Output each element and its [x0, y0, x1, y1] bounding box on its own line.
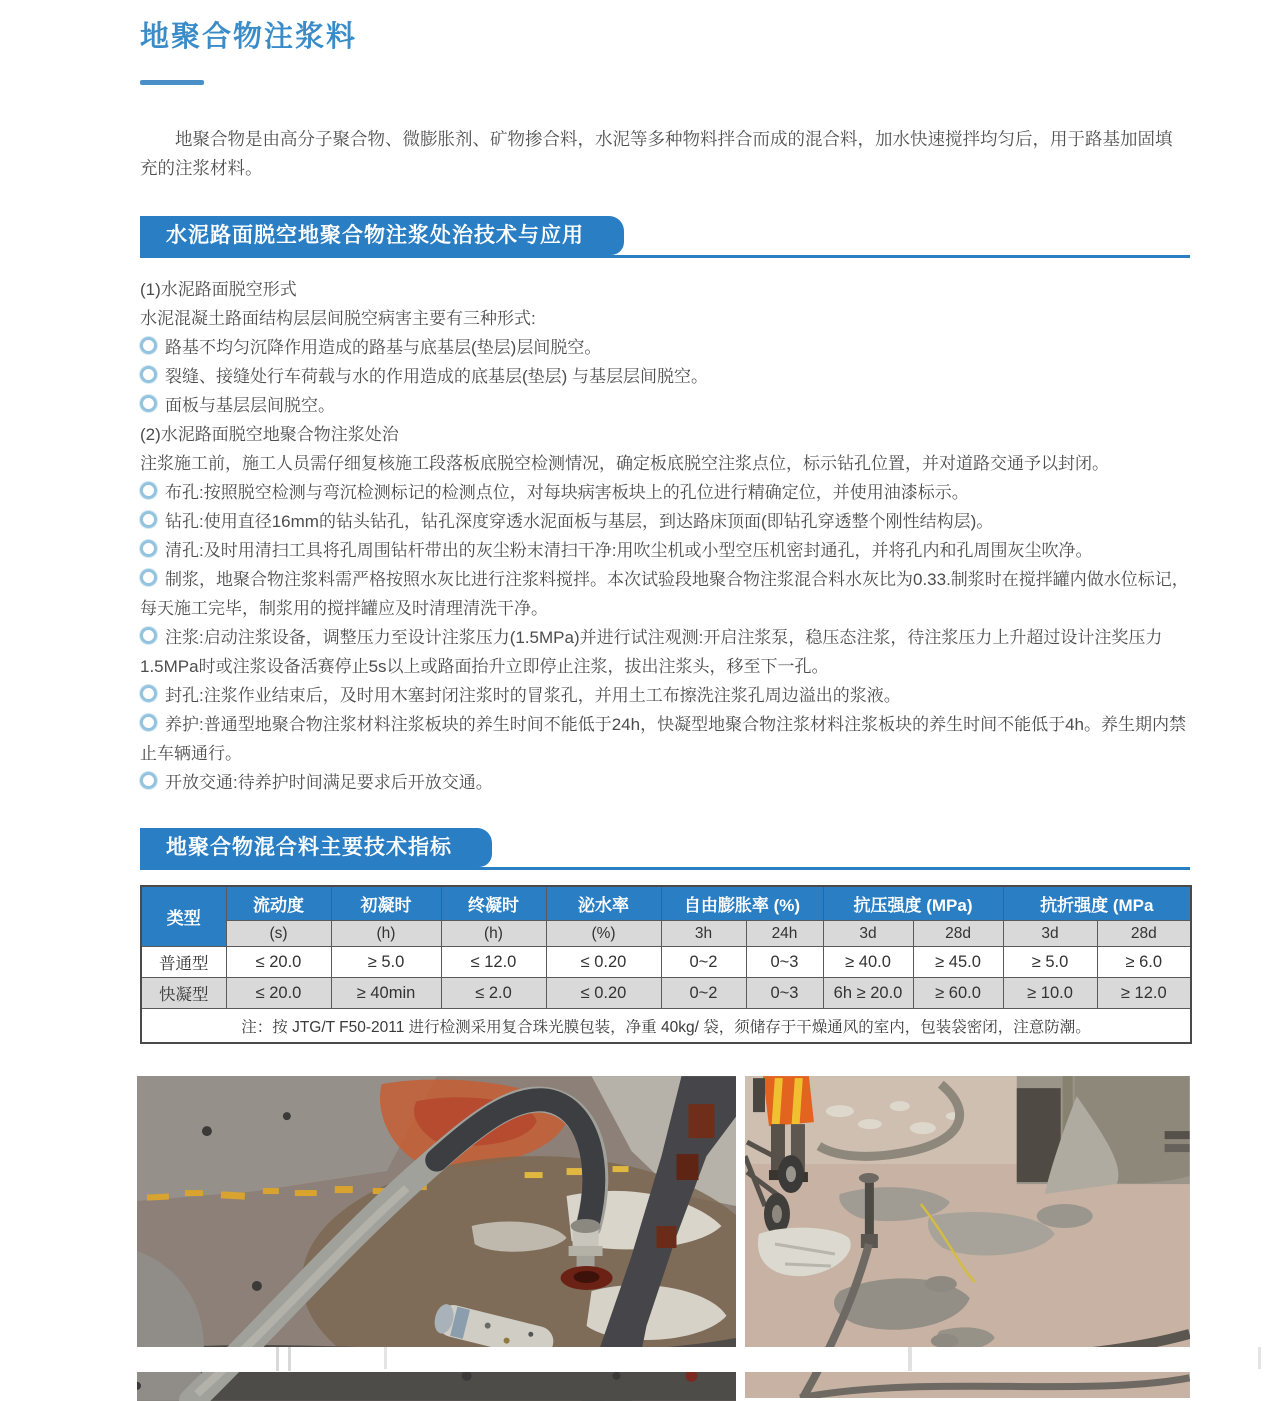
ring-bullet-icon — [140, 569, 157, 586]
worker-arm — [753, 1078, 765, 1112]
ring-bullet-icon — [140, 366, 157, 383]
col-sub: 3d — [1003, 921, 1097, 947]
col-unit: (h) — [441, 921, 546, 947]
spec-table — [140, 885, 1192, 1044]
cell: ≤ 20.0 — [226, 978, 331, 1009]
bullet-item: 注浆:启动注浆设备，调整压力至设计注浆压力(1.5MPa)并进行试注观测:开启注浆泵，稳压态注浆，待注浆压力上升超过设计注奖压力1.5MPa时或注浆设备活赛停止5s以上或路面抬升立即停止注浆，拔出注浆头，移至下一孔。 — [140, 628, 1163, 676]
row-type: 快凝型 — [141, 978, 226, 1009]
safety-vest — [763, 1076, 814, 1126]
page-title: 地聚合物注浆料 — [140, 21, 358, 53]
bullet-item: 制浆，地聚合物注浆料需严格按照水灰比进行注浆料搅拌。本次试验段地聚合物注浆混合料水灰比为0.33.制浆时在搅拌罐内做水位标记，每天施工完毕，制浆用的搅拌罐应及时清理清洗干净。 — [140, 570, 1189, 618]
cell: ≥ 12.0 — [1097, 978, 1191, 1009]
cell: ≤ 0.20 — [546, 978, 661, 1009]
cell: ≥ 60.0 — [913, 978, 1003, 1009]
cell: 0~2 — [661, 947, 746, 978]
cell: ≥ 6.0 — [1097, 947, 1191, 978]
bullet-item: 清孔:及时用清扫工具将孔周围钻杆带出的灰尘粉末清扫干净:用吹尘机或小型空压机密封通孔，并将孔内和孔周围灰尘吹净。 — [140, 536, 1190, 565]
table-note: 注：按 JTG/T F50-2011 进行检测采用复合珠光膜包装，净重 40kg/ 袋，须储存于干燥通风的室内，包装袋密闭，注意防潮。 — [141, 1009, 1191, 1044]
cell: 0~3 — [746, 947, 823, 978]
col-sub: 28d — [1097, 921, 1191, 947]
cell: 0~2 — [661, 978, 746, 1009]
cell: 6h ≥ 20.0 — [823, 978, 913, 1009]
ring-bullet-icon — [140, 685, 157, 702]
col-sub: 3h — [661, 921, 746, 947]
table-row-rapid — [141, 978, 1191, 1009]
cell: ≥ 5.0 — [1003, 947, 1097, 978]
bullet-item: 裂缝、接缝处行车荷载与水的作用造成的底基层(垫层) 与基层层间脱空。 — [140, 362, 1190, 391]
bullet-item: 养护:普通型地聚合物注浆材料注浆板块的养生时间不能低于24h，快凝型地聚合物注浆材料注浆板块的养生时间不能低于4h。养生期内禁止车辆通行。 — [140, 715, 1186, 763]
page-bottom-gap — [0, 1347, 1280, 1372]
col-unit: (s) — [226, 921, 331, 947]
cell: 0~3 — [746, 978, 823, 1009]
cell: ≤ 0.20 — [546, 947, 661, 978]
bullet-item: 面板与基层层间脱空。 — [140, 391, 1190, 420]
machine-mixer — [1017, 1076, 1190, 1194]
cell: ≥ 45.0 — [913, 947, 1003, 978]
ring-bullet-icon — [140, 395, 157, 412]
cell: ≥ 10.0 — [1003, 978, 1097, 1009]
col-unit: (%) — [546, 921, 661, 947]
section-banner-technique — [140, 216, 1190, 258]
paragraph: (1)水泥路面脱空形式 — [140, 280, 297, 299]
row-type: 普通型 — [141, 947, 226, 978]
col-header: 初凝时 — [331, 886, 441, 921]
table-row-ordinary — [141, 947, 1191, 978]
paragraph: (2)水泥路面脱空地聚合物注浆处治 — [140, 425, 399, 444]
col-header: 终凝时 — [441, 886, 546, 921]
col-sub: 24h — [746, 921, 823, 947]
col-header: 抗压强度 (MPa) — [823, 886, 1003, 921]
cell: ≥ 5.0 — [331, 947, 441, 978]
cell: ≤ 20.0 — [226, 947, 331, 978]
paragraph: 水泥混凝土路面结构层层间脱空病害主要有三种形式: — [140, 309, 536, 328]
cell: ≥ 40.0 — [823, 947, 913, 978]
section-heading-technique: 水泥路面脱空地聚合物注浆处治技术与应用 — [140, 216, 624, 255]
ring-bullet-icon — [140, 337, 157, 354]
col-header: 抗折强度 (MPa — [1003, 886, 1191, 921]
ring-bullet-icon — [140, 772, 157, 789]
ring-bullet-icon — [140, 627, 157, 644]
bullet-item: 布孔:按照脱空检测与弯沉检测标记的检测点位，对每块病害板块上的孔位进行精确定位，并使用油漆标示。 — [140, 478, 1190, 507]
section-heading-specs: 地聚合物混合料主要技术指标 — [140, 828, 492, 867]
section-banner-specs — [140, 828, 1190, 870]
ring-bullet-icon — [140, 540, 157, 557]
col-header: 流动度 — [226, 886, 331, 921]
col-header: 泌水率 — [546, 886, 661, 921]
bullet-item: 开放交通:待养护时间满足要求后开放交通。 — [140, 768, 1190, 797]
col-sub: 3d — [823, 921, 913, 947]
col-unit: (h) — [331, 921, 441, 947]
cell: ≤ 12.0 — [441, 947, 546, 978]
cell: ≤ 2.0 — [441, 978, 546, 1009]
col-header-type: 类型 — [141, 886, 226, 947]
title-underline-dash — [140, 80, 204, 85]
bullet-item: 路基不均匀沉降作用造成的路基与底基层(垫层)层间脱空。 — [140, 333, 1190, 362]
cell: ≥ 40min — [331, 978, 441, 1009]
technique-text-block — [140, 275, 1190, 797]
ring-bullet-icon — [140, 511, 157, 528]
col-header: 自由膨胀率 (%) — [661, 886, 823, 921]
ring-bullet-icon — [140, 482, 157, 499]
col-sub: 28d — [913, 921, 1003, 947]
ring-bullet-icon — [140, 714, 157, 731]
intro-paragraph: 地聚合物是由高分子聚合物、微膨胀剂、矿物掺合料，水泥等多种物料拌合而成的混合料，加水快速搅拌均匀后，用于路基加固填充的注浆材料。 — [140, 129, 1173, 178]
bullet-item: 钻孔:使用直径16mm的钻头钻孔，钻孔深度穿透水泥面板与基层，到达路床顶面(即钻孔穿透整个刚性结构层)。 — [140, 507, 1190, 536]
bullet-item: 封孔:注浆作业结束后，及时用木塞封闭注浆时的冒浆孔，并用土工布擦洗注浆孔周边溢出的浆液。 — [140, 681, 1190, 710]
paragraph: 注浆施工前，施工人员需仔细复核施工段落板底脱空检测情况，确定板底脱空注浆点位，标示钻孔位置，并对道路交通予以封闭。 — [140, 454, 1109, 473]
